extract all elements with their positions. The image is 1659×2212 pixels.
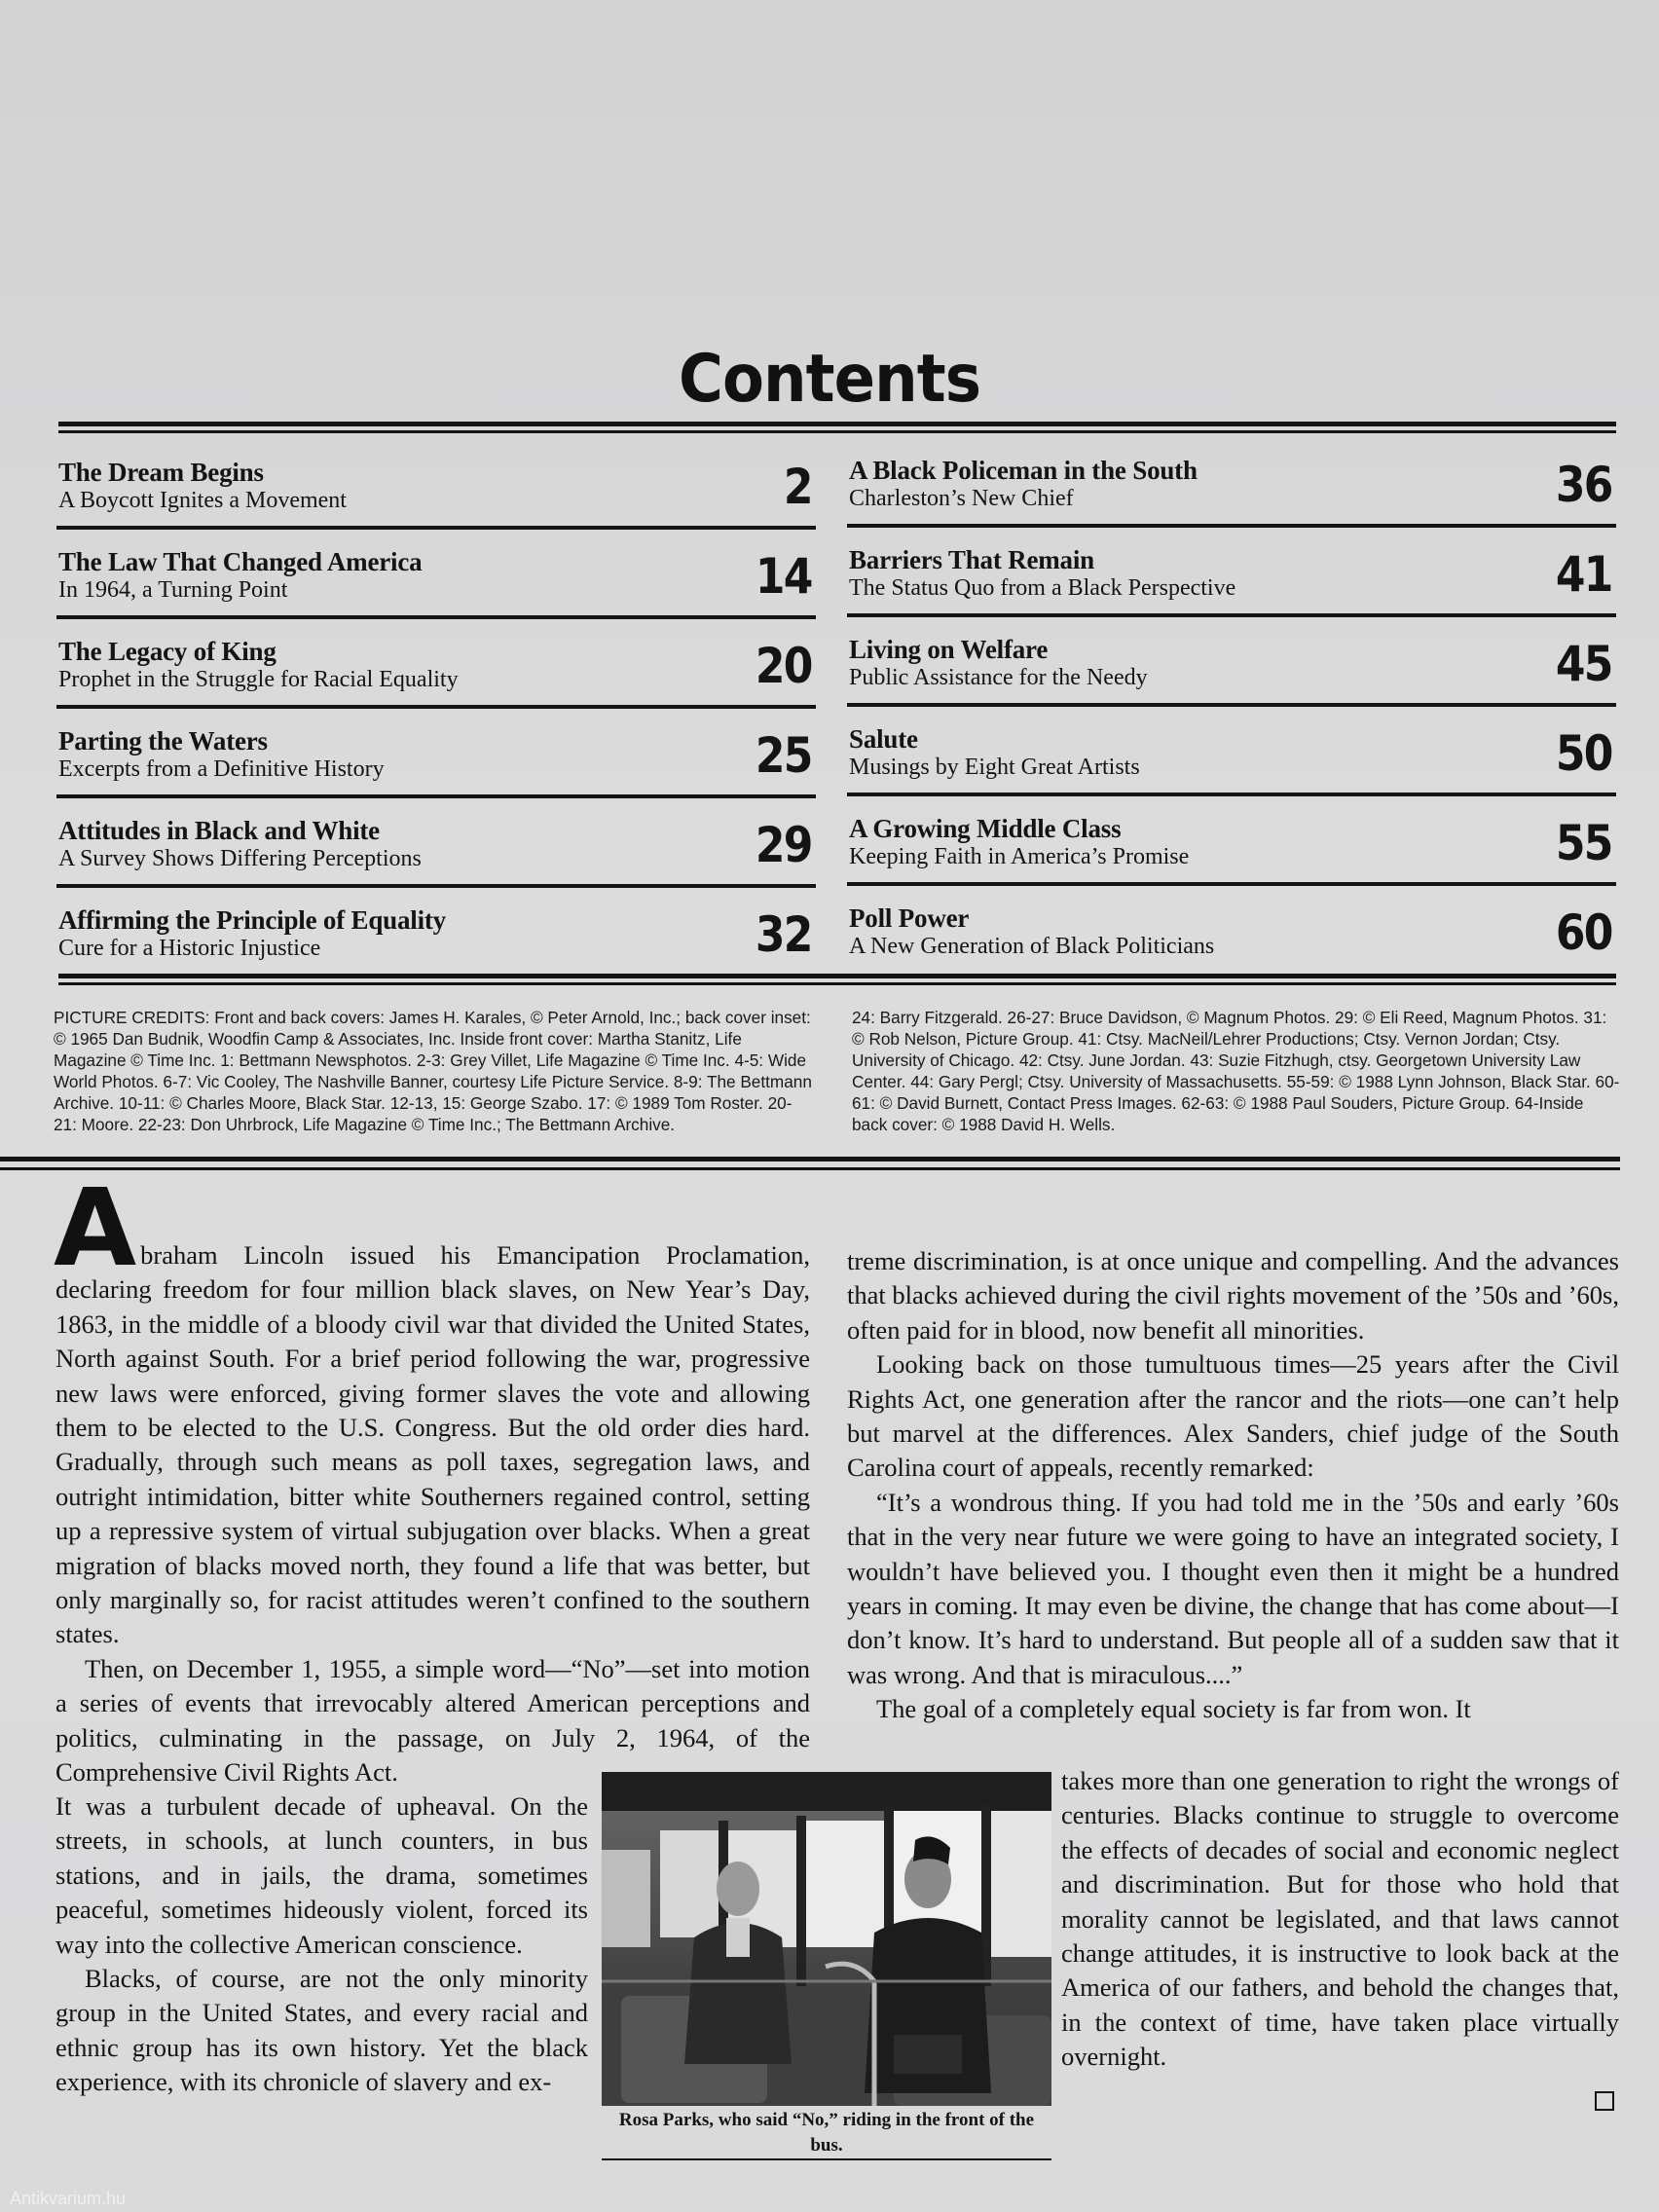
article-paragraph-4: treme discrimination, is at once unique and compelling. And the advances that blacks achieved during the civil rights movement of the ’50s and ’60s, often paid for in blood, now benefit all minorities.	[847, 1246, 1619, 1345]
toc-entry-title: The Dream Begins	[58, 458, 264, 487]
photo-caption: Rosa Parks, who said “No,” riding in the front of the bus.	[602, 2108, 1051, 2160]
toc-entry-text	[58, 458, 347, 514]
rosa-parks-bus-photo	[602, 1772, 1051, 2106]
toc-entry[interactable]	[56, 619, 816, 709]
article-paragraph-2b: It was a turbulent decade of upheaval. On the streets, in schools, at lunch counters, in bus stations, and in jails, the drama, sometimes peaceful, sometimes hideously violent, forced its way into the collective American conscience.	[55, 1791, 588, 1959]
article-paragraph-7b: takes more than one generation to right the wrongs of centuries. Blacks continue to struggle to overcome the effects of decades of social and economic neglect and discrimination. But for those who hold that morality cannot be legislated, and that laws cannot change attitudes, it is instructive to look back at the America of our fathers, and behold the changes that, in the context of time, have taken place virtually overnight.	[1061, 1766, 1619, 2072]
toc-entry-title: The Law That Changed America	[58, 547, 423, 576]
toc-entry-subtitle: Public Assistance for the Needy	[849, 665, 1148, 690]
toc-entry[interactable]	[847, 886, 1616, 976]
toc-entry[interactable]	[847, 707, 1616, 796]
picture-credits-right: 24: Barry Fitzgerald. 26-27: Bruce Davidson, © Magnum Photos. 29: © Eli Reed, Magnum Photos. 31: © Rob Nelson, Picture Group. 41: Ctsy. MacNeil/Lehrer Productions; Ctsy. Vernon Jordan; Ctsy. University of Chicago. 42: Ctsy. June Jordan. 43: Suzie Fitzhugh, ctsy. Georgetown University Law Center. 44: Gary Pergl; Ctsy. University of Massachusetts. 55-59: © 1988 Lynn Johnson, Black Star. 60-61: © David Burnett, Contact Press Images. 62-63: © 1988 Paul Souders, Picture Group. 64-Inside back cover: © 1988 David H. Wells.	[852, 1008, 1620, 1134]
toc-entry-page-number: 29	[756, 817, 812, 873]
toc-entry-page-number: 50	[1556, 725, 1612, 782]
toc-entry[interactable]	[56, 709, 816, 798]
toc-entry[interactable]	[847, 796, 1616, 886]
bus-interior-illustration	[602, 1772, 1051, 2106]
toc-entry-subtitle: Excerpts from a Definitive History	[58, 756, 385, 782]
toc-entry-text	[58, 726, 385, 783]
drop-cap: A	[54, 1165, 137, 1290]
toc-top-rule	[58, 422, 1616, 433]
toc-entry-subtitle: Charleston’s New Chief	[849, 486, 1074, 511]
page-title: Contents	[678, 341, 981, 418]
toc-entry-text	[849, 724, 1140, 781]
section-divider	[0, 1157, 1620, 1170]
toc-entry-subtitle: A Boycott Ignites a Movement	[58, 488, 347, 513]
toc-entry[interactable]	[56, 530, 816, 619]
toc-entry-subtitle: Keeping Faith in America’s Promise	[849, 844, 1190, 869]
toc-entry-page-number: 25	[756, 727, 812, 784]
toc-entry-title: Parting the Waters	[58, 726, 268, 756]
toc-bottom-rule	[58, 974, 1616, 985]
toc-entry-text	[849, 635, 1148, 691]
toc-entry-subtitle: In 1964, a Turning Point	[58, 577, 288, 603]
toc-entry-page-number: 32	[756, 906, 812, 963]
toc-entry[interactable]	[56, 888, 816, 977]
watermark: Antikvarium.hu	[10, 2189, 127, 2208]
toc-entry-subtitle: The Status Quo from a Black Perspective	[849, 575, 1236, 601]
toc-entry[interactable]	[847, 617, 1616, 707]
toc-entry-subtitle: Musings by Eight Great Artists	[849, 755, 1140, 780]
article-column-left	[54, 1165, 810, 1790]
toc-left-column	[56, 440, 816, 977]
toc-entry-title: Barriers That Remain	[849, 545, 1094, 574]
article-paragraph-6: “It’s a wondrous thing. If you had told me in the ’50s and early ’60s that in the very near future we were going to have an integrated society, I wouldn’t have believed you. I thought even then it might be a hundred years in coming. It may even be divine, the change that has come about—I don’t know. It’s hard to understand. But people all of a sudden saw that it was wrong. And that is miraculous....”	[847, 1487, 1619, 1689]
article-paragraph-1: Abraham Lincoln issued his Emancipation Proclamation, declaring freedom for four million black slaves, on New Year’s Day, 1863, in the middle of a bloody civil war that divided the United States, North against South. For a brief period following the war, progressive new laws were enforced, giving former slaves the vote and allowing them to be elected to the U.S. Congress. But the old order dies hard. Gradually, through such means as poll taxes, segregation laws, and outright intimidation, bitter white Southerners regained control, setting up a repressive system of virtual subjugation over blacks. When a great migration of blacks moved north, they found a life that was better, but only marginally so, for racist attitudes weren’t confined to the southern states.	[54, 1165, 810, 1649]
article-column-right	[847, 1244, 1619, 1727]
toc-entry-subtitle: A New Generation of Black Politicians	[849, 934, 1215, 959]
toc-entry[interactable]	[56, 798, 816, 888]
toc-entry-page-number: 60	[1556, 904, 1612, 961]
toc-entry-subtitle: A Survey Shows Differing Perceptions	[58, 846, 422, 871]
toc-entry-title: Living on Welfare	[849, 635, 1049, 664]
toc-entry-title: A Black Policeman in the South	[849, 456, 1198, 485]
toc-entry-title: Affirming the Principle of Equality	[58, 905, 446, 935]
article-paragraph-2a: Then, on December 1, 1955, a simple word—“No”—set into motion a series of events that irrevocably altered American perceptions and politics, culminating in the passage, on July 2, 1964, of the Comprehensive Civil Rights Act.	[55, 1653, 810, 1788]
toc-entry[interactable]	[847, 438, 1616, 528]
article-column-right-bottom	[1061, 1764, 1619, 2075]
toc-entry-text	[58, 905, 446, 962]
picture-credits-left: PICTURE CREDITS: Front and back covers: James H. Karales, © Peter Arnold, Inc.; back cover inset: © 1965 Dan Budnik, Woodfin Camp & Associates, Inc. Inside front cover: Martha Stanitz, Life Magazine © Time Inc. 1: Bettmann Newsphotos. 2-3: Grey Villet, Life Magazine © Time Inc. 4-5: Wide World Photos. 6-7: Vic Cooley, The Nashville Banner, courtesy Life Picture Service. 8-9: The Bettmann Archive. 10-11: © Charles Moore, Black Star. 12-13, 15: George Szabo. 17: © 1989 Tom Roster. 20-21: Moore. 22-23: Don Uhrbrock, Life Magazine © Time Inc.; The Bettmann Archive.	[54, 1008, 812, 1134]
toc-entry-text	[58, 547, 422, 604]
toc-entry-subtitle: Prophet in the Struggle for Racial Equality	[58, 667, 459, 692]
toc-entry-title: A Growing Middle Class	[849, 814, 1122, 843]
toc-entry-title: Poll Power	[849, 903, 970, 933]
toc-entry-title: Salute	[849, 724, 918, 754]
toc-entry-page-number: 2	[784, 459, 812, 515]
toc-entry-page-number: 45	[1556, 636, 1612, 692]
toc-entry-subtitle: Cure for a Historic Injustice	[58, 936, 321, 961]
end-of-article-mark	[1595, 2091, 1614, 2111]
toc-entry[interactable]	[56, 440, 816, 530]
article-paragraph-7a: The goal of a completely equal society is far from won. It	[876, 1694, 1471, 1724]
toc-entry-page-number: 20	[756, 638, 812, 694]
toc-entry-text	[849, 456, 1198, 512]
toc-entry-page-number: 55	[1556, 815, 1612, 871]
toc-entry-text	[58, 637, 459, 693]
toc-entry-text	[849, 903, 1214, 960]
toc-entry-page-number: 36	[1556, 457, 1612, 513]
toc-entry-text	[849, 814, 1189, 870]
article-column-left-bottom	[55, 1789, 588, 2100]
toc-right-column	[847, 438, 1616, 976]
toc-entry-text	[58, 816, 422, 872]
toc-entry-page-number: 41	[1556, 546, 1612, 603]
toc-entry-page-number: 14	[756, 548, 812, 605]
toc-entry-title: Attitudes in Black and White	[58, 816, 380, 845]
toc-entry[interactable]	[847, 528, 1616, 617]
article-paragraph-5: Looking back on those tumultuous times—25 years after the Civil Rights Act, one generation after the rancor and the riots—one can’t help but marvel at the differences. Alex Sanders, chief judge of the South Carolina court of appeals, recently remarked:	[847, 1349, 1619, 1483]
toc-entry-text	[849, 545, 1235, 602]
article-paragraph-3: Blacks, of course, are not the only minority group in the United States, and every racial and ethnic group has its own history. Yet the black experience, with its chronicle of slavery and ex-	[55, 1964, 588, 2097]
toc-entry-title: The Legacy of King	[58, 637, 276, 666]
